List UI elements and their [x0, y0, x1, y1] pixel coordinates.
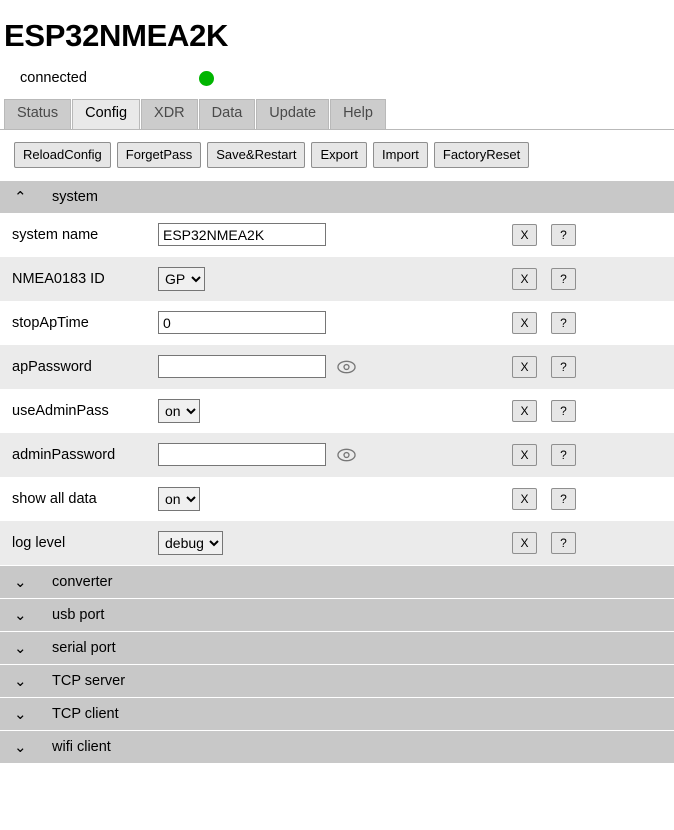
config-row — [0, 389, 674, 433]
config-row — [0, 477, 674, 521]
config-row-label: adminPassword — [12, 446, 116, 463]
help-button[interactable]: ? — [551, 532, 576, 554]
reset-value-button[interactable]: X — [512, 444, 537, 466]
reloadconfig-button[interactable]: ReloadConfig — [14, 142, 111, 168]
section-label: wifi client — [52, 738, 111, 755]
config-row-actions — [512, 488, 674, 510]
chevron-up-icon: ⌃ — [14, 188, 27, 206]
eye-icon[interactable] — [336, 357, 356, 377]
help-button[interactable]: ? — [551, 268, 576, 290]
page-title: ESP32NMEA2K — [4, 18, 229, 53]
chevron-down-icon: ⌄ — [14, 738, 27, 756]
factoryreset-button[interactable]: FactoryReset — [434, 142, 529, 168]
forgetpass-button[interactable]: ForgetPass — [117, 142, 201, 168]
tab-config[interactable]: Config — [72, 99, 140, 129]
section-label: TCP server — [52, 672, 126, 689]
help-button[interactable]: ? — [551, 444, 576, 466]
connection-status-label: connected — [20, 70, 87, 86]
help-button[interactable]: ? — [551, 488, 576, 510]
chevron-down-icon: ⌄ — [14, 606, 27, 624]
section-header-system[interactable] — [0, 180, 674, 213]
chevron-down-icon: ⌄ — [14, 672, 27, 690]
tab-help[interactable]: Help — [330, 99, 386, 129]
section-label: TCP client — [52, 705, 119, 722]
chevron-down-icon: ⌄ — [14, 639, 27, 657]
reset-value-button[interactable]: X — [512, 356, 537, 378]
input-adminpassword[interactable] — [158, 443, 326, 466]
section-label: serial port — [52, 639, 116, 656]
section-header-converter[interactable] — [0, 565, 674, 598]
eye-icon[interactable] — [336, 445, 356, 465]
tab-data[interactable]: Data — [199, 99, 256, 129]
config-row-actions — [512, 268, 674, 290]
select-useadminpass[interactable] — [158, 399, 200, 423]
select-log-level[interactable] — [158, 531, 223, 555]
config-sections — [0, 180, 674, 763]
config-row-label: system name — [12, 226, 99, 243]
config-row-actions — [512, 356, 674, 378]
config-row-actions — [512, 444, 674, 466]
config-row-label: useAdminPass — [12, 402, 109, 419]
config-row — [0, 521, 674, 565]
config-row — [0, 213, 674, 257]
config-row-label: NMEA0183 ID — [12, 270, 105, 287]
input-system-name[interactable] — [158, 223, 326, 246]
reset-value-button[interactable]: X — [512, 268, 537, 290]
config-row-label: stopApTime — [12, 314, 89, 331]
config-row-label: log level — [12, 534, 66, 551]
help-button[interactable]: ? — [551, 224, 576, 246]
select-show-all-data[interactable] — [158, 487, 200, 511]
config-row-actions — [512, 400, 674, 422]
select-nmea0183-id[interactable] — [158, 267, 205, 291]
reset-value-button[interactable]: X — [512, 488, 537, 510]
chevron-down-icon: ⌄ — [14, 573, 27, 591]
export-button[interactable]: Export — [311, 142, 367, 168]
chevron-down-icon: ⌄ — [14, 705, 27, 723]
section-header-tcp-client[interactable] — [0, 697, 674, 730]
config-row-actions — [512, 312, 674, 334]
help-button[interactable]: ? — [551, 312, 576, 334]
connection-status — [20, 68, 674, 88]
tab-status[interactable]: Status — [4, 99, 71, 129]
config-row — [0, 301, 674, 345]
reset-value-button[interactable]: X — [512, 400, 537, 422]
section-label: usb port — [52, 606, 105, 623]
status-indicator-dot — [199, 71, 214, 86]
section-rows — [0, 213, 674, 565]
config-row — [0, 433, 674, 477]
input-appassword[interactable] — [158, 355, 326, 378]
config-row — [0, 257, 674, 301]
section-header-serial-port[interactable] — [0, 631, 674, 664]
tab-bar — [0, 98, 674, 130]
config-row-label: show all data — [12, 490, 97, 507]
help-button[interactable]: ? — [551, 400, 576, 422]
config-row-actions — [512, 224, 674, 246]
config-row-label: apPassword — [12, 358, 92, 375]
config-page — [0, 18, 674, 763]
tab-xdr[interactable]: XDR — [141, 99, 198, 129]
section-header-wifi-client[interactable] — [0, 730, 674, 763]
reset-value-button[interactable]: X — [512, 224, 537, 246]
config-row — [0, 345, 674, 389]
tab-update[interactable]: Update — [256, 99, 329, 129]
save-restart-button[interactable]: Save&Restart — [207, 142, 305, 168]
section-header-usb-port[interactable] — [0, 598, 674, 631]
reset-value-button[interactable]: X — [512, 312, 537, 334]
input-stopaptime[interactable] — [158, 311, 326, 334]
section-header-tcp-server[interactable] — [0, 664, 674, 697]
section-label: converter — [52, 573, 113, 590]
config-row-actions — [512, 532, 674, 554]
help-button[interactable]: ? — [551, 356, 576, 378]
reset-value-button[interactable]: X — [512, 532, 537, 554]
action-toolbar — [0, 130, 674, 180]
section-label: system — [52, 188, 98, 205]
import-button[interactable]: Import — [373, 142, 428, 168]
